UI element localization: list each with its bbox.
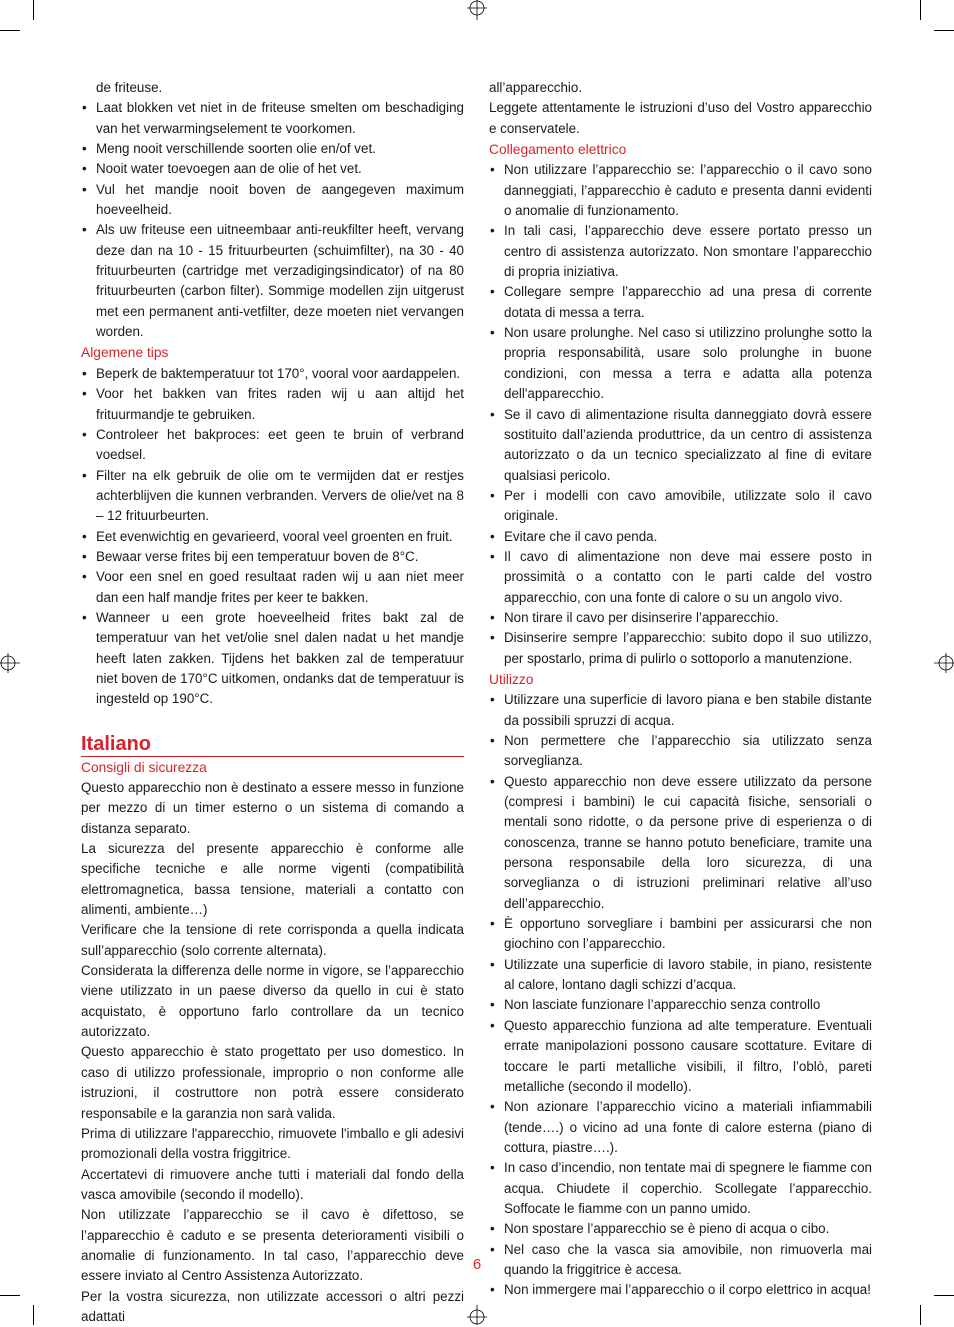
continuation-text: de friteuse. — [96, 80, 163, 95]
crop-mark — [934, 1295, 954, 1296]
list-item: • Non spostare l’apparecchio se è pieno di acqua o cibo. — [489, 1219, 872, 1239]
list-item: • Questo apparecchio non deve essere utilizzato da persone (compresi i bambini) le cui capacità fisiche, sensoriali o mentali sono ridotte, o da persone prive di esperienza o di conoscenza, tranne se hanno potuto beneficiare, tramite una persona responsabile della loro sicurezza, di una sorveglianza o di istruzioni preliminari relative all’uso dell’apparecchio. — [489, 772, 872, 914]
utilizzo-list — [489, 690, 872, 1300]
section-heading-utilizzo: Utilizzo — [489, 671, 534, 687]
paragraph: Non utilizzate l’apparecchio se il cavo è difettoso, se l’apparecchio è caduto e se presenta deterioramenti visibili o anomalie di funzionamento. In tal caso, l’apparecchio deve essere inviato al Centro Assistenza Autorizzato. — [81, 1207, 464, 1284]
crop-mark — [0, 1295, 20, 1296]
section-heading-collegamento: Collegamento elettrico — [489, 142, 627, 158]
list-item: • Beperk de baktemperatuur tot 170°, vooral voor aardappelen. — [81, 364, 464, 384]
list-item: • Disinserire sempre l’apparecchio: subito dopo il suo utilizzo, per spostarlo, prima di pulirlo o sottoporlo a manutenzione. — [489, 628, 872, 669]
list-item: • Non azionare l’apparecchio vicino a materiali infiammabili (tende….) o vicino ad una fonte di calore esterna (piano di cottura, piastre….). — [489, 1097, 872, 1158]
list-item: • Wanneer u een grote hoeveelheid frites bakt zal de temperatuur van het vet/olie snel dalen nadat u het mandje heeft laten zakken. Tijdens het bakken zal de temperatuur niet boven de 170°C uitkomen, ondanks dat de temperatuur is ingesteld op 190°C. — [81, 608, 464, 710]
left-column — [81, 78, 464, 1327]
list-item: • Nooit water toevoegen aan de olie of het vet. — [81, 159, 464, 179]
registration-mark-icon — [0, 653, 20, 673]
list-item: • Filter na elk gebruik de olie om te vermijden dat er restjes achterblijven die kunnen verbranden. Ververs de olie/vet na 8 – 12 frituurbeurten. — [81, 466, 464, 527]
list-item: • Non usare prolunghe. Nel caso si utilizzino prolunghe sotto la propria responsabilità, usare solo prolunghe in buone condizioni, con messa a terra e adatta alla potenza dell'apparecchio. — [489, 323, 872, 404]
list-item: • Voor het bakken van frites raden wij u aan altijd het frituurmandje te gebruiken. — [81, 384, 464, 425]
crop-mark — [33, 0, 34, 20]
list-item: • Utilizzare una superficie di lavoro piana e ben stabile distante da possibili spruzzi di acqua. — [489, 690, 872, 731]
section-heading-consigli: Consigli di sicurezza — [81, 759, 207, 775]
list-item: • Evitare che il cavo penda. — [489, 527, 872, 547]
continuation-text: all’apparecchio. — [489, 80, 583, 95]
list-item: • Per i modelli con cavo amovibile, utilizzate solo il cavo originale. — [489, 486, 872, 527]
dutch-list — [81, 98, 464, 342]
list-item: • Bewaar verse frites bij een temperatuur boven de 8°C. — [81, 547, 464, 567]
algemene-tips-list — [81, 364, 464, 710]
list-item: • Non utilizzare l’apparecchio se: l’apparecchio o il cavo sono danneggiati, l’apparecchio è caduto e presenta danni evidenti o anomalie di funzionamento. — [489, 160, 872, 221]
list-item: • Eet evenwichtig en gevarieerd, vooral veel groenten en fruit. — [81, 527, 464, 547]
list-item: • Utilizzate una superficie di lavoro stabile, in piano, resistente al calore, lontano dagli schizzi d’acqua. — [489, 955, 872, 996]
crop-mark — [0, 30, 20, 31]
paragraph: Questo apparecchio è stato progettato per uso domestico. In caso di utilizzo professionale, improprio o non conforme alle istruzioni, il costruttore non potrà essere considerato responsabile e la garanzia non sarà valida. — [81, 1044, 464, 1121]
paragraph: Leggete attentamente le istruzioni d’uso del Vostro apparecchio e conservatele. — [489, 100, 872, 136]
right-column — [489, 78, 872, 1301]
paragraph: Verificare che la tensione di rete corrisponda a quella indicata sull’apparecchio (solo corrente alternata). — [81, 922, 464, 958]
list-item: • Nel caso che la vasca sia amovibile, non rimuoverla mai quando la friggitrice è accesa. — [489, 1240, 872, 1281]
paragraph: Per la vostra sicurezza, non utilizzate accessori o altri pezzi adattati — [81, 1288, 464, 1324]
list-item: • Meng nooit verschillende soorten olie en/of vet. — [81, 139, 464, 159]
paragraph: Accertatevi di rimuovere anche tutti i materiali dal fondo della vasca amovibile (secondo il modello). — [81, 1166, 464, 1202]
registration-mark-icon — [934, 653, 954, 673]
paragraph: Questo apparecchio non è destinato a essere messo in funzione per mezzo di un timer esterno o un sistema di comando a distanza separato. — [81, 780, 464, 836]
section-heading-algemene-tips: Algemene tips — [81, 345, 169, 361]
list-item: • Non lasciate funzionare l’apparecchio senza controllo — [489, 995, 872, 1015]
list-item: • In tali casi, l’apparecchio deve essere portato presso un centro di assistenza autorizzato. Non smontare l’apparecchio di propria iniziativa. — [489, 221, 872, 282]
list-item: • Vul het mandje nooit boven de aangegeven maximum hoeveelheid. — [81, 180, 464, 221]
list-item: • In caso d’incendio, non tentate mai di spegnere le fiamme con acqua. Chiudete il coperchio. Scollegate l’apparecchio. Soffocate le fiamme con un panno umido. — [489, 1158, 872, 1219]
page-number: 6 — [472, 1256, 482, 1273]
list-item: • È opportuno sorvegliare i bambini per assicurarsi che non giochino con l’apparecchio. — [489, 914, 872, 955]
list-item: • Questo apparecchio funziona ad alte temperature. Eventuali errate manipolazioni possono causare scottature. Evitare di toccare le parti metalliche visibili, il filtro, l’oblò, pareti metalliche (secondo il modello). — [489, 1016, 872, 1097]
crop-mark — [920, 0, 921, 20]
collegamento-list — [489, 160, 872, 669]
paragraph: Prima di utilizzare l'apparecchio, rimuovete l'imballo e gli adesivi promozionali della vostra friggitrice. — [81, 1125, 464, 1162]
list-item: • Il cavo di alimentazione non deve mai essere posto in prossimità o a contatto con le parti calde del vostro apparecchio, con una fonte di calore o su un angolo vivo. — [489, 547, 872, 608]
paragraph: La sicurezza del presente apparecchio è conforme alle specifiche tecniche e alle norme vigenti (compatibilità elettromagnetica, bassa tensione, materiali a contatto con alimenti, ambiente…) — [81, 841, 464, 918]
list-item: • Se il cavo di alimentazione risulta danneggiato dovrà essere sostituito dall’azienda produttrice, da un centro di assistenza autorizzato o da un tecnico specializzato al fine di evitare qualsiasi pericolo. — [489, 405, 872, 486]
crop-mark — [920, 1305, 921, 1325]
list-item: • Non permettere che l’apparecchio sia utilizzato senza sorveglianza. — [489, 731, 872, 772]
registration-mark-icon — [467, 1305, 487, 1325]
registration-mark-icon — [467, 0, 487, 20]
crop-mark — [33, 1305, 34, 1325]
list-item: • Collegare sempre l’apparecchio ad una presa di corrente dotata di messa a terra. — [489, 282, 872, 323]
list-item: • Voor een snel en goed resultaat raden wij u aan niet meer dan een half mandje frites per keer te bakken. — [81, 567, 464, 608]
list-item: • Non immergere mai l’apparecchio o il corpo elettrico in acqua! — [489, 1280, 872, 1300]
list-item: • Laat blokken vet niet in de friteuse smelten om beschadiging van het verwarmingselement te voorkomen. — [81, 98, 464, 139]
crop-mark — [934, 30, 954, 31]
list-item: • Controleer het bakproces: eet geen te bruin of verbrand voedsel. — [81, 425, 464, 466]
language-heading: Italiano — [81, 732, 464, 757]
list-item: • Als uw friteuse een uitneembaar anti-reukfilter heeft, vervang deze dan na 10 - 15 frituurbeurten (schuimfilter), na 30 - 40 frituurbeurten (cartridge met verzadigingsindicator) of na 80 frituurbeurten (carbon filter). Sommige modellen zijn uitgerust met een permanent anti-vetfilter, deze moeten niet vervangen worden. — [81, 220, 464, 342]
list-item: • Non tirare il cavo per disinserire l’apparecchio. — [489, 608, 872, 628]
paragraph: Considerata la differenza delle norme in vigore, se l’apparecchio viene utilizzato in un paese diverso da quello in cui è stato acquistato, è opportuno farlo controllare da un tecnico autorizzato. — [81, 963, 464, 1040]
